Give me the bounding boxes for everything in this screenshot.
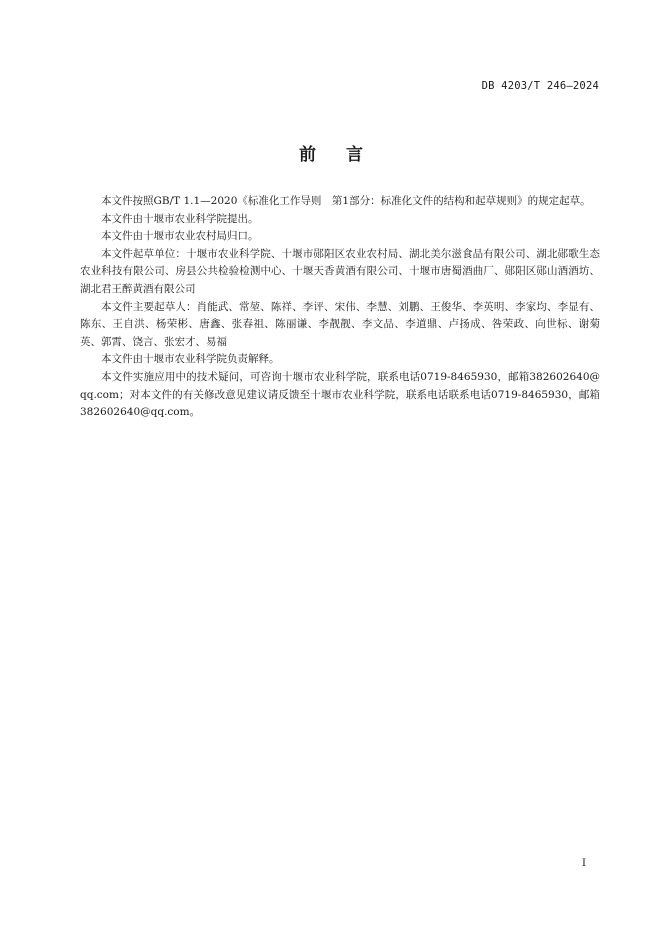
page-number: I <box>582 858 586 869</box>
page-title: 前言 <box>299 145 393 165</box>
paragraph-administrator: 本文件由十堰市农业农村局归口。 <box>101 230 259 243</box>
paragraph-contact: 本文件实施应用中的技术疑问，可咨询十堰市农业科学院，联系电话0719-8465930，邮箱382602640@qq.com；对本文件的有关修改意见建议请反馈至十堰市农业科学院，联系电话联系电话0719-8465930，邮箱382602640@qq.com。 <box>80 370 600 419</box>
document-code: DB 4203/T 246—2024 <box>481 80 599 92</box>
foreword-body <box>80 193 600 422</box>
paragraph-proposer: 本文件由十堰市农业科学院提出。 <box>101 212 259 225</box>
paragraph-interpretation: 本文件由十堰市农业科学院负责解释。 <box>101 353 280 366</box>
paragraph-main-drafters: 本文件主要起草人：肖能武、常堃、陈祥、李评、宋伟、李慧、刘鹏、王俊华、李英明、李家均、李显有、陈东、王自洪、杨荣彬、唐鑫、张春祖、陈丽谦、李靓靓、李文品、李道鼎、卢扬成、咎荣政、向世标、谢菊英、郭霄、饶言、张宏才、易福 <box>80 300 600 348</box>
paragraph-drafting-units: 本文件起草单位：十堰市农业科学院、十堰市郧阳区农业农村局、湖北美尔滋食品有限公司、湖北郧歌生态农业科技有限公司、房县公共检验检测中心、十堰天香黄酒有限公司、十堰市唐蜀酒曲厂、郧阳区郧山酒酒坊、湖北君王醉黄酒有限公司 <box>80 247 600 295</box>
paragraph-drafting-rules: 本文件按照GB/T 1.1—2020《标准化工作导则 第1部分：标准化文件的结构和起草规则》的规定起草。 <box>101 195 591 207</box>
